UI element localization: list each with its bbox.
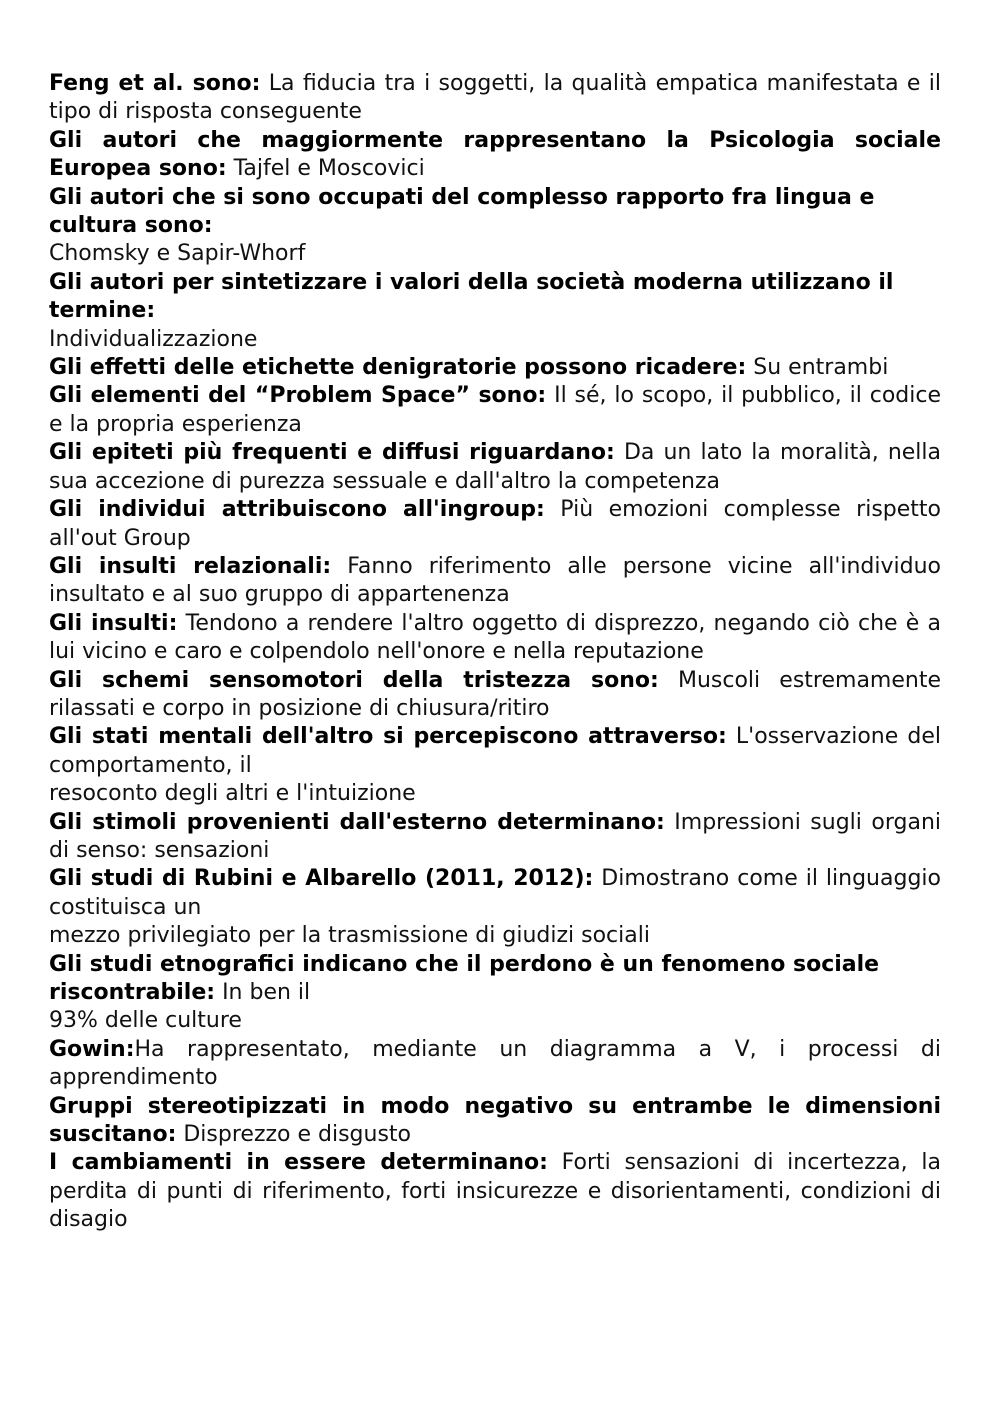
entry-epiteti (49, 439, 941, 496)
entry-etichette (49, 354, 941, 382)
entry-question: Gli studi etnografici indicano che il perdono è un fenomeno sociale riscontrabile: (49, 951, 880, 1005)
entry-question: Gli elementi del “Problem Space” sono: (49, 383, 547, 409)
entry-answer: Impressioni sugli organi di senso: sensazioni (49, 809, 941, 863)
entry-stati-mentali (49, 723, 941, 808)
entry-question: Gli autori che si sono occupati del complesso rapporto fra lingua e cultura sono: (49, 184, 875, 239)
entry-answer: Dimostrano come il linguaggio costituisca un (49, 866, 941, 920)
entry-answer: Disprezzo e disgusto (176, 1122, 412, 1148)
entry-cambiamenti (49, 1149, 941, 1234)
entry-question: Gli insulti: (49, 610, 178, 636)
entry-question: Gowin: (49, 1036, 135, 1062)
entry-question: Gli autori che maggiormente rappresentano la Psicologia sociale Europea sono: (49, 127, 941, 182)
document-page (49, 70, 941, 1235)
entry-answer: In ben il (215, 980, 311, 1005)
entry-insulti-relazionali (49, 553, 941, 610)
entry-answer: Fanno riferimento alle persone vicine all'individuo insultato e al suo gruppo di appartenenza (49, 553, 941, 608)
entry-gowin (49, 1036, 941, 1093)
entry-answer: Su entrambi (746, 355, 889, 381)
entry-answer: Più emozioni complesse rispetto all'out Group (49, 497, 941, 551)
entry-question: I cambiamenti in essere determinano: (49, 1150, 548, 1176)
entry-question: Gli insulti relazionali: (49, 553, 332, 579)
entry-psicologia-europea (49, 127, 941, 184)
entry-answer: Da un lato la moralità, nella sua accezione di purezza sessuale e dall'altro la competenza (49, 440, 942, 494)
entry-answer: La fiducia tra i soggetti, la qualità empatica manifestata e il tipo di risposta conseguente (49, 71, 941, 125)
entry-ingroup (49, 496, 941, 553)
entry-answer-continuation: mezzo privilegiato per la trasmissione di giudizi sociali (49, 923, 650, 949)
entry-tristezza (49, 667, 941, 724)
entry-question: Gli epiteti più frequenti e diffusi riguardano: (49, 440, 615, 466)
entry-gruppi-stereotipizzati (49, 1093, 941, 1150)
entry-answer: Ha rappresentato, mediante un diagramma a V, i processi di apprendimento (49, 1036, 941, 1091)
entry-problem-space (49, 382, 941, 439)
entry-rubini-albarello (49, 865, 941, 950)
entry-question: Gli stati mentali dell'altro si percepiscono attraverso: (49, 724, 727, 750)
entry-question: Gruppi stereotipizzati in modo negativo su entrambe le dimensioni suscitano: (49, 1093, 941, 1148)
entry-question: Gli individui attribuiscono all'ingroup: (49, 497, 545, 523)
entry-insulti (49, 610, 941, 667)
entry-answer: L'osservazione del comportamento, il (49, 724, 941, 778)
entry-feng (49, 70, 941, 127)
entry-question: Gli autori per sintetizzare i valori della società moderna utilizzano il termine: (49, 269, 894, 324)
entry-answer: Chomsky e Sapir-Whorf (49, 241, 306, 267)
entry-answer: Individualizzazione (49, 326, 258, 352)
entry-answer: Tajfel e Moscovici (226, 156, 425, 182)
entry-lingua-cultura (49, 184, 941, 269)
entry-stimoli (49, 809, 941, 866)
entry-question: Gli schemi sensomotori della tristezza sono: (49, 667, 659, 693)
entry-answer-continuation: 93% delle culture (49, 1008, 242, 1034)
entry-answer-continuation: resoconto degli altri e l'intuizione (49, 781, 416, 807)
entry-question: Gli stimoli provenienti dall'esterno determinano: (49, 809, 665, 835)
entry-answer: Forti sensazioni di incertezza, la perdita di punti di riferimento, forti insicurezze e disorientamenti, condizioni di disagio (49, 1150, 941, 1233)
entry-question: Gli studi di Rubini e Albarello (2011, 2012): (49, 866, 594, 892)
entry-question: Feng et al. sono: (49, 71, 261, 96)
entry-perdono (49, 951, 941, 1036)
entry-societa-moderna (49, 269, 941, 354)
entry-answer: Muscoli estremamente rilassati e corpo in posizione di chiusura/ritiro (49, 667, 942, 721)
entry-answer: Il sé, lo scopo, il pubblico, il codice e la propria esperienza (49, 383, 941, 437)
entry-question: Gli effetti delle etichette denigratorie possono ricadere: (49, 355, 747, 381)
entry-answer: Tendono a rendere l'altro oggetto di disprezzo, negando ciò che è a lui vicino e caro e colpendolo nell'onore e nella reputazione (49, 610, 942, 665)
